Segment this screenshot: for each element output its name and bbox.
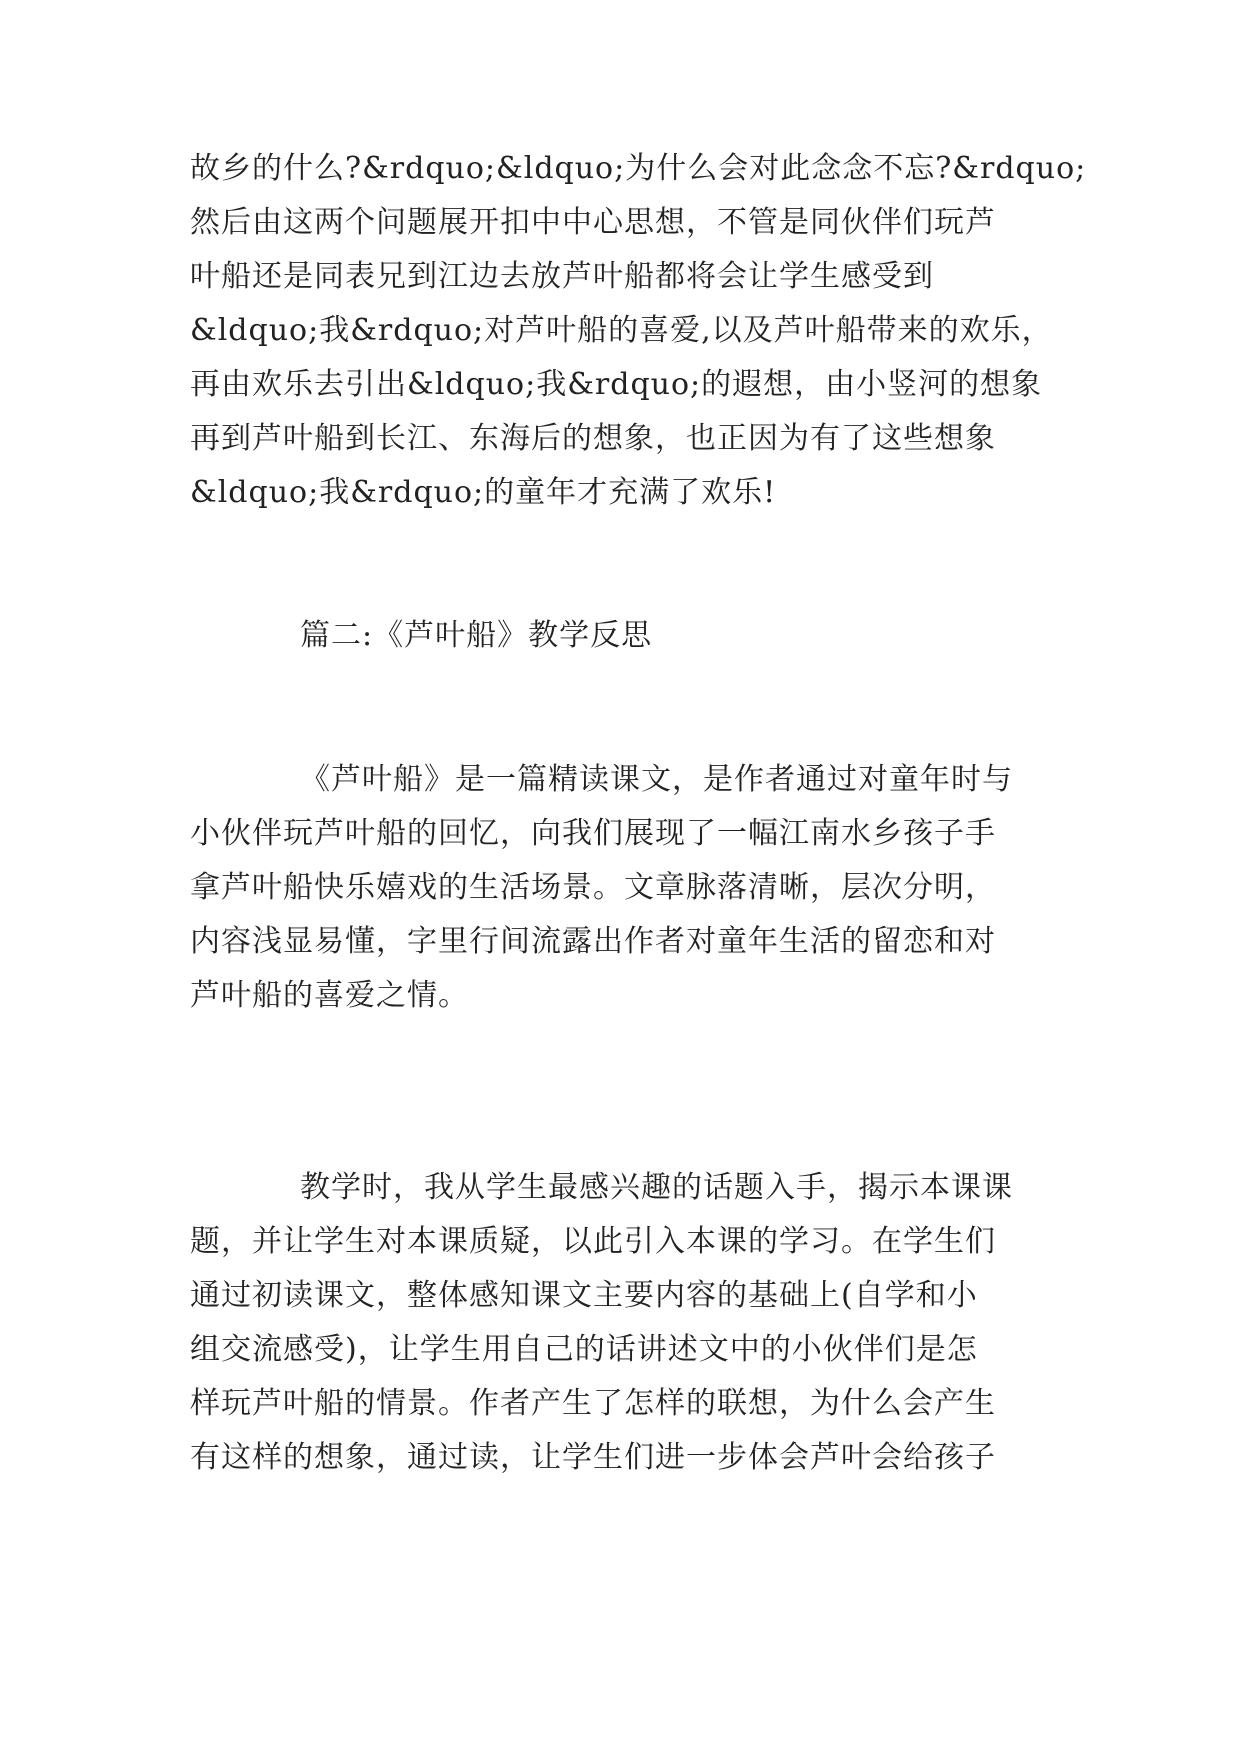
paragraph-line: &ldquo;我&rdquo;对芦叶船的喜爱,以及芦叶船带来的欢乐， <box>190 313 1053 348</box>
paragraph-line: 教学时，我从学生最感兴趣的话题入手，揭示本课课 <box>300 1170 1013 1205</box>
paragraph-line: 再由欢乐去引出&ldquo;我&rdquo;的遐想，由小竖河的想象 <box>190 367 1043 402</box>
paragraph-line: 然后由这两个问题展开扣中中心思想，不管是同伙伴们玩芦 <box>190 205 996 240</box>
paragraph-line: 内容浅显易懂，字里行间流露出作者对童年生活的留恋和对 <box>190 924 996 959</box>
paragraph-line: 芦叶船的喜爱之情。 <box>190 978 469 1013</box>
section-title: 篇二:《芦叶船》教学反思 <box>300 618 653 653</box>
paragraph-line: 再到芦叶船到长江、东海后的想象，也正因为有了这些想象 <box>190 421 996 456</box>
paragraph-line: 故乡的什么?&rdquo;&ldquo;为什么会对此念念不忘?&rdquo; <box>190 151 1087 186</box>
paragraph-line: 叶船还是同表兄到江边去放芦叶船都将会让学生感受到 <box>190 259 934 294</box>
paragraph-line: 小伙伴玩芦叶船的回忆，向我们展现了一幅江南水乡孩子手 <box>190 816 996 851</box>
paragraph-line: &ldquo;我&rdquo;的童年才充满了欢乐! <box>190 475 777 510</box>
paragraph-line: 题，并让学生对本课质疑，以此引入本课的学习。在学生们 <box>190 1224 996 1259</box>
paragraph-line: 通过初读课文，整体感知课文主要内容的基础上(自学和小 <box>190 1278 978 1313</box>
paragraph-line: 《芦叶船》是一篇精读课文，是作者通过对童年时与 <box>300 762 1013 797</box>
paragraph-line: 样玩芦叶船的情景。作者产生了怎样的联想，为什么会产生 <box>190 1386 996 1421</box>
paragraph-line: 拿芦叶船快乐嬉戏的生活场景。文章脉落清晰，层次分明， <box>190 870 996 905</box>
paragraph-line: 有这样的想象，通过读，让学生们进一步体会芦叶会给孩子 <box>190 1440 996 1475</box>
paragraph-line: 组交流感受)，让学生用自己的话讲述文中的小伙伴们是怎 <box>190 1332 978 1367</box>
